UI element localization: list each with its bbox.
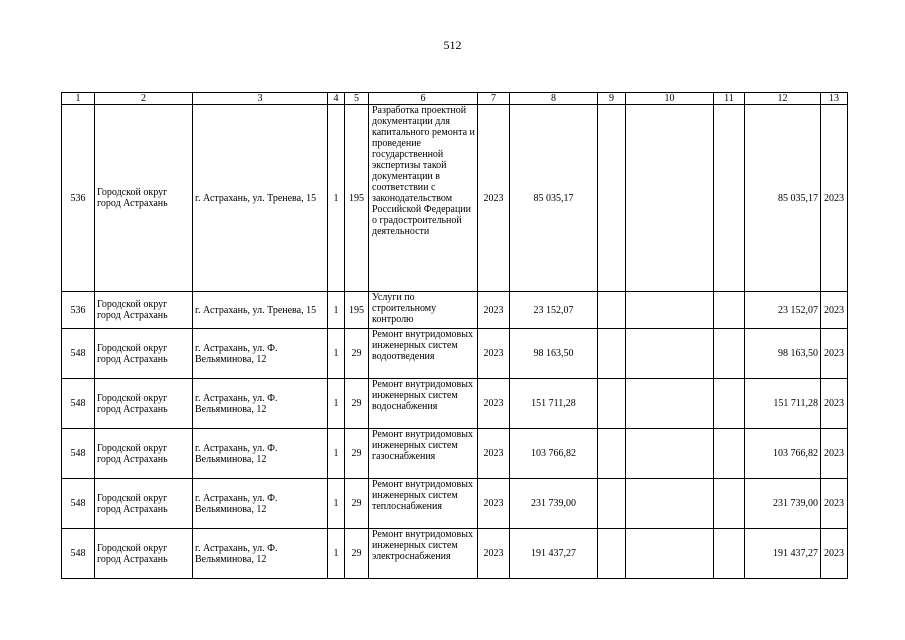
cell-col9 [598,379,626,429]
table-row [62,329,848,379]
table-row [62,292,848,329]
cell-col9 [598,429,626,479]
cell-year: 2023 [478,429,510,479]
cell-cost-total: 231 739,00 [745,479,821,529]
cell-col4: 1 [328,329,345,379]
cell-col4: 1 [328,292,345,329]
cell-col5: 29 [345,429,369,479]
cell-year-end: 2023 [821,105,848,292]
table-row [62,479,848,529]
cell-col5: 195 [345,105,369,292]
cell-col11 [714,105,745,292]
cell-address: г. Астрахань, ул. Тренева, 15 [193,105,328,292]
cell-work-type: Разработка проектной документации для капитального ремонта и проведение государственной экспертизы такой документации в соответствии с законодательством Российской Федерации о градостроительной деятельности [369,105,478,292]
cell-address: г. Астрахань, ул. Ф. Вельяминова, 12 [193,429,328,479]
cell-col4: 1 [328,379,345,429]
cell-cost-total: 85 035,17 [745,105,821,292]
cell-municipality: Городской округ город Астрахань [95,292,193,329]
cell-cost-total: 103 766,82 [745,429,821,479]
table-row [62,429,848,479]
cell-work-type: Ремонт внутридомовых инженерных систем водоотведения [369,329,478,379]
table-row [62,379,848,429]
header-row [62,93,848,105]
cell-col10 [626,529,714,579]
cell-work-type: Услуги по строительному контролю [369,292,478,329]
cell-col11 [714,379,745,429]
cell-col4: 1 [328,479,345,529]
cell-number: 548 [62,379,95,429]
header-cell: 4 [328,93,345,105]
cell-address: г. Астрахань, ул. Ф. Вельяминова, 12 [193,479,328,529]
cell-year: 2023 [478,479,510,529]
cell-year-end: 2023 [821,379,848,429]
cell-year-end: 2023 [821,329,848,379]
cell-municipality: Городской округ город Астрахань [95,479,193,529]
cell-col10 [626,379,714,429]
cell-year: 2023 [478,329,510,379]
header-cell: 7 [478,93,510,105]
cell-cost: 191 437,27 [510,529,598,579]
cell-col5: 29 [345,479,369,529]
cell-number: 548 [62,479,95,529]
cell-number: 548 [62,329,95,379]
header-cell: 13 [821,93,848,105]
header-cell: 2 [95,93,193,105]
cell-municipality: Городской округ город Астрахань [95,329,193,379]
cell-year: 2023 [478,529,510,579]
cell-year-end: 2023 [821,292,848,329]
cell-col9 [598,292,626,329]
cell-municipality: Городской округ город Астрахань [95,529,193,579]
cell-col9 [598,529,626,579]
cell-col11 [714,429,745,479]
cell-col9 [598,329,626,379]
cell-col9 [598,479,626,529]
cell-cost-total: 23 152,07 [745,292,821,329]
cell-col11 [714,292,745,329]
cell-col4: 1 [328,529,345,579]
cell-col10 [626,479,714,529]
cell-col11 [714,529,745,579]
header-cell: 10 [626,93,714,105]
cell-year-end: 2023 [821,529,848,579]
cell-col4: 1 [328,429,345,479]
cell-cost-total: 191 437,27 [745,529,821,579]
cell-col5: 195 [345,292,369,329]
cell-year-end: 2023 [821,479,848,529]
header-cell: 3 [193,93,328,105]
cell-col11 [714,329,745,379]
cell-year-end: 2023 [821,429,848,479]
cell-address: г. Астрахань, ул. Тренева, 15 [193,292,328,329]
cell-col10 [626,292,714,329]
cell-municipality: Городской округ город Астрахань [95,429,193,479]
cell-cost-total: 151 711,28 [745,379,821,429]
cell-col5: 29 [345,529,369,579]
cell-cost-total: 98 163,50 [745,329,821,379]
cell-cost: 151 711,28 [510,379,598,429]
header-cell: 8 [510,93,598,105]
cell-cost: 23 152,07 [510,292,598,329]
cell-year: 2023 [478,105,510,292]
cell-cost: 103 766,82 [510,429,598,479]
cell-col10 [626,105,714,292]
header-cell: 5 [345,93,369,105]
cell-municipality: Городской округ город Астрахань [95,105,193,292]
cell-number: 548 [62,529,95,579]
cell-municipality: Городской округ город Астрахань [95,379,193,429]
cell-address: г. Астрахань, ул. Ф. Вельяминова, 12 [193,529,328,579]
cell-work-type: Ремонт внутридомовых инженерных систем газоснабжения [369,429,478,479]
cell-number: 536 [62,292,95,329]
header-cell: 1 [62,93,95,105]
cell-address: г. Астрахань, ул. Ф. Вельяминова, 12 [193,379,328,429]
cell-work-type: Ремонт внутридомовых инженерных систем водоснабжения [369,379,478,429]
cell-work-type: Ремонт внутридомовых инженерных систем теплоснабжения [369,479,478,529]
cell-col10 [626,429,714,479]
header-cell: 12 [745,93,821,105]
cell-number: 548 [62,429,95,479]
table-row [62,529,848,579]
data-table [61,92,848,579]
cell-col5: 29 [345,329,369,379]
cell-col10 [626,329,714,379]
cell-col5: 29 [345,379,369,429]
cell-year: 2023 [478,292,510,329]
page-number: 512 [443,38,462,52]
cell-address: г. Астрахань, ул. Ф. Вельяминова, 12 [193,329,328,379]
cell-col9 [598,105,626,292]
header-cell: 6 [369,93,478,105]
cell-number: 536 [62,105,95,292]
cell-cost: 98 163,50 [510,329,598,379]
header-cell: 11 [714,93,745,105]
header-cell: 9 [598,93,626,105]
cell-cost: 85 035,17 [510,105,598,292]
table-row [62,105,848,292]
cell-col4: 1 [328,105,345,292]
cell-col11 [714,479,745,529]
cell-work-type: Ремонт внутридомовых инженерных систем электроснабжения [369,529,478,579]
cell-year: 2023 [478,379,510,429]
cell-cost: 231 739,00 [510,479,598,529]
